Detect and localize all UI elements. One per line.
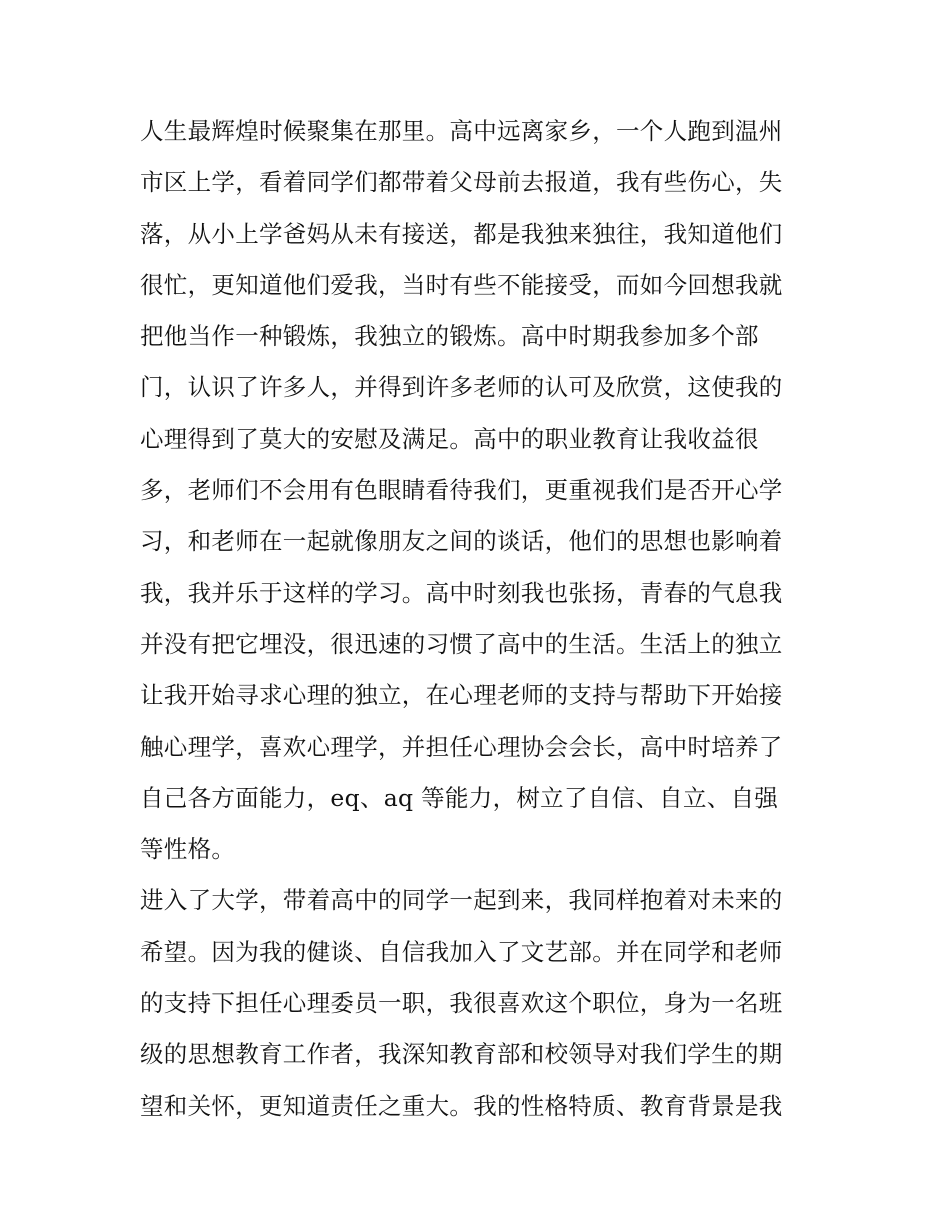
- text-line: 很忙，更知道他们爱我，当时有些不能接受，而如今回想我就: [140, 270, 783, 299]
- text-line: 自己各方面能力，eq、aq 等能力，树立了自信、自立、自强: [140, 783, 779, 812]
- text-line: 习，和老师在一起就像朋友之间的谈话，他们的思想也影响着: [140, 527, 783, 556]
- text-line: 人生最辉煌时候聚集在那里。高中远离家乡，一个人跑到温州: [140, 117, 783, 145]
- text-line: 落，从小上学爸妈从未有接送，都是我独来独往，我知道他们: [140, 219, 783, 248]
- text-line: 多，老师们不会用有色眼睛看待我们，更重视我们是否开心学: [140, 476, 783, 505]
- text-line: 望和关怀，更知道责任之重大。我的性格特质、教育背景是我: [140, 1091, 783, 1120]
- text-line: 我，我并乐于这样的学习。高中时刻我也张扬，青春的气息我: [140, 578, 783, 607]
- text-line: 触心理学，喜欢心理学，并担任心理协会会长，高中时培养了: [140, 732, 783, 761]
- text-line: 并没有把它埋没，很迅速的习惯了高中的生活。生活上的独立: [140, 629, 783, 658]
- text-line: 把他当作一种锻炼，我独立的锻炼。高中时期我参加多个部: [140, 322, 759, 351]
- text-line: 希望。因为我的健谈、自信我加入了文艺部。并在同学和老师: [140, 937, 783, 966]
- text-line: 门，认识了许多人，并得到许多老师的认可及欣赏，这使我的: [140, 373, 783, 402]
- body-text: [140, 106, 820, 1132]
- text-line: 的支持下担任心理委员一职，我很喜欢这个职位，身为一名班: [140, 989, 783, 1018]
- text-line: 进入了大学，带着高中的同学一起到来，我同样抱着对未来的: [140, 886, 783, 915]
- text-line: 级的思想教育工作者，我深知教育部和校领导对我们学生的期: [140, 1040, 783, 1069]
- paragraph-university: [140, 875, 820, 1131]
- paragraph-high-school: [140, 106, 820, 875]
- text-line: 让我开始寻求心理的独立，在心理老师的支持与帮助下开始接: [140, 681, 783, 710]
- text-line: 等性格。: [140, 835, 236, 864]
- text-line: 市区上学，看着同学们都带着父母前去报道，我有些伤心，失: [140, 168, 783, 197]
- text-line: 心理得到了莫大的安慰及满足。高中的职业教育让我收益很: [140, 424, 759, 453]
